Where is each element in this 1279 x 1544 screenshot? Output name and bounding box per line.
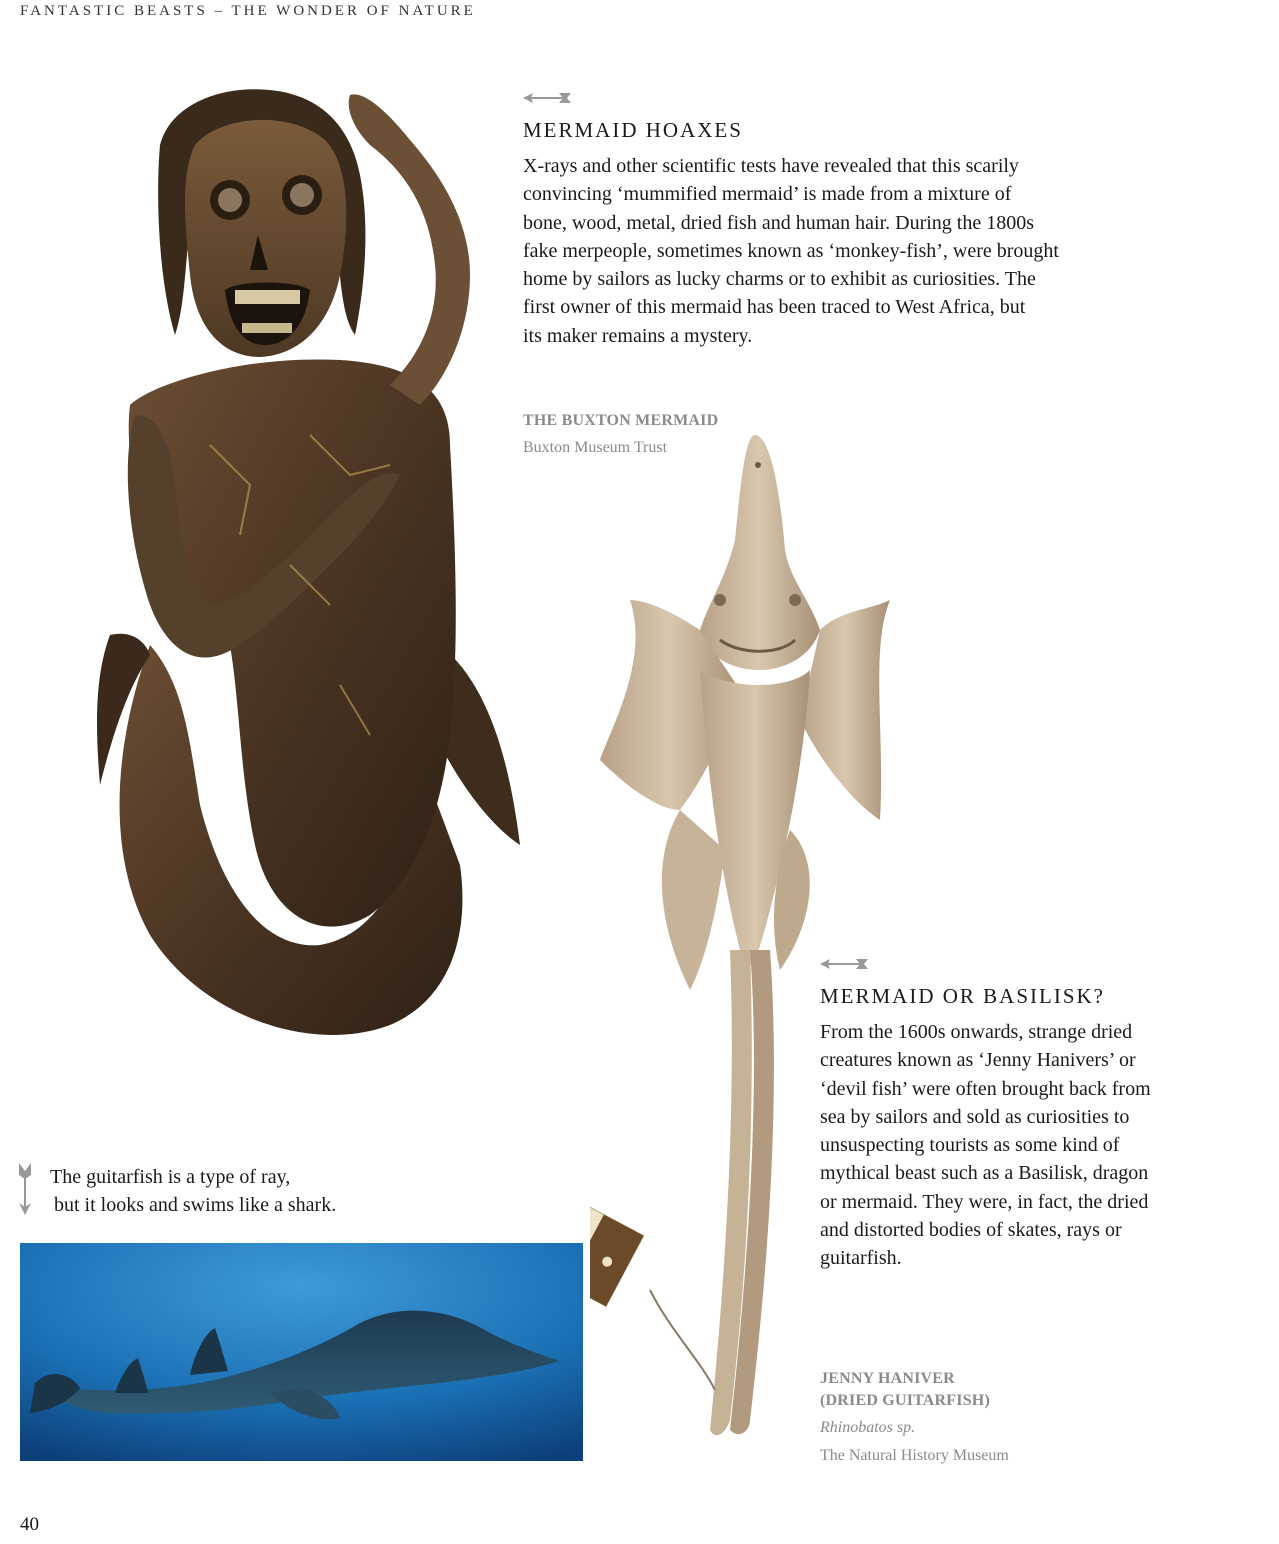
guitarfish-photo [20,1243,583,1461]
mermaid-or-basilisk-text: From the 1600s onwards, strange dried creatures known as ‘Jenny Hanivers’ or ‘devil fish’ were often brought back from sea by sailors and sold as curiosities to unsuspecting tourists as some kind of mythical beast such as a Basilisk, dragon or mermaid. They were, in fact, the dried and distorted bodies of skates, rays or guitarfish. [820,1021,1151,1270]
down-arrow-icon [18,1163,32,1215]
mermaid-hoaxes-text: X-rays and other scientific tests have revealed that this scarily convincing ‘mummified mermaid’ is made from a mixture of bone, wood, metal, dried fish and human hair. During the 1800s fake merpeople, sometimes known as ‘monkey-fish’, were brought home by sailors as lucky charms or to exhibit as curiosities. The first owner of this mermaid has been traced to West Africa, but its maker remains a mystery. [523,155,1059,347]
guitarfish-caption: The guitarfish is a type of ray, but it looks and swims like a shark. [50,1166,337,1216]
arrow-icon [820,958,870,970]
buxton-caption-credit: Buxton Museum Trust [523,439,668,456]
buxton-caption-title: THE BUXTON MERMAID [523,412,719,429]
mermaid-hoaxes-title: MERMAID HOAXES [523,118,743,142]
jenny-haniver-photo [590,430,900,1470]
jenny-caption-title: JENNY HANIVER (DRIED GUITARFISH) [820,1370,990,1409]
running-header: FANTASTIC BEASTS – THE WONDER OF NATURE [20,3,476,19]
buxton-mermaid-photo [90,85,530,1060]
mermaid-or-basilisk-title: MERMAID OR BASILISK? [820,984,1106,1008]
jenny-caption-credit: The Natural History Museum [820,1447,1009,1464]
jenny-caption-species: Rhinobatos sp. [820,1419,916,1436]
arrow-icon [523,92,573,104]
page-number: 40 [20,1514,39,1535]
